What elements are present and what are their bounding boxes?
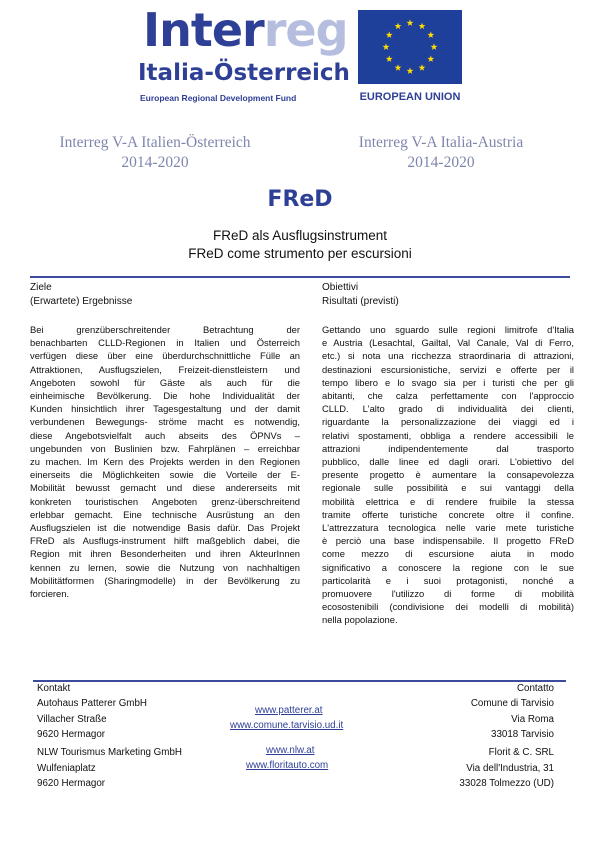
body-text-it <box>322 323 574 627</box>
link-nlw[interactable]: www.nlw.at <box>266 745 315 756</box>
eu-flag-icon <box>358 10 462 84</box>
logo-subtitle: Italia-Österreich <box>138 60 350 86</box>
contact-label-it: Contatto <box>516 683 554 694</box>
body-line: CLLD. L'alto grado di individualità dei clienti, <box>322 403 574 415</box>
org-street: Villacher Straße <box>37 713 107 725</box>
body-line: einerseits die Möglichkeiten sowie die Vorteile der E- <box>30 469 300 481</box>
body-line: ungebunden von Buslinien bzw. Fahrplänen – erreichbar <box>30 442 300 454</box>
org-name: Florit & C. SRL <box>488 747 554 758</box>
body-line: abitanti, che calza perfettamente con l'approccio <box>322 390 574 402</box>
link-patterer[interactable]: www.patterer.at <box>255 705 323 716</box>
contact-nlw <box>37 745 182 792</box>
body-line: etc.) si nota una ricchezza straordinaria di attrazioni, <box>322 350 574 362</box>
body-line: pubblico, dalle linee ed dagli orari. L'obiettivo del <box>322 456 574 468</box>
org-street: Wulfeniaplatz <box>37 762 96 774</box>
body-line: L'attrezzatura tecnologica nelle varie mete turistiche <box>322 522 574 534</box>
org-name: Comune di Tarvisio <box>470 698 554 709</box>
contact-label-de: Kontakt <box>37 683 71 694</box>
body-line: nella popolazione. <box>322 614 398 626</box>
program-title-it <box>316 133 566 173</box>
body-line: mobilità elettrica e di rendere fruibile la stessa <box>322 495 574 507</box>
body-line: relativi spostamenti, obbliga a rendere accessibili le <box>322 429 574 441</box>
link-floritauto[interactable]: www.floritauto.com <box>246 760 329 771</box>
footer-divider <box>33 680 566 682</box>
contact-florit <box>459 745 554 792</box>
body-line: zu machen. Im Kern des Projekts werden in den Regionen <box>30 456 300 468</box>
document-title: FReD <box>267 187 333 212</box>
body-line: Bei grenzüberschreitender Betrachtung der <box>30 324 300 335</box>
org-name: NLW Tourismus Marketing GmbH <box>37 747 182 758</box>
program-it-line2: 2014-2020 <box>407 154 475 171</box>
body-line: verbundenen Bewegungs- ströme macht es notwendig, <box>30 416 300 428</box>
org-name: Autohaus Patterer GmbH <box>37 698 147 709</box>
top-divider <box>30 276 570 278</box>
body-line: Ausflugszielen ist die notwendige Basis dafür. Das Projekt <box>30 522 300 534</box>
org-city: 33018 Tarvisio <box>491 729 554 740</box>
body-line: come mezzo di escursione aiuta in modo <box>322 548 574 560</box>
label-ziele: Ziele <box>30 282 52 293</box>
body-text-de <box>30 323 300 600</box>
body-line: e Austria (Lesachtal, Gailtal, Val Canale, Val di Ferro, <box>322 337 574 349</box>
eu-label: EUROPEAN UNION <box>359 91 461 103</box>
link-comune-tarvisio[interactable]: www.comune.tarvisio.ud.it <box>230 720 344 731</box>
body-line: particolarità e i suoi protagonisti, nonché a <box>322 574 574 586</box>
logo-word-part2: reg <box>263 3 348 57</box>
org-city: 9620 Hermagor <box>37 729 106 740</box>
body-line: significativo a conoscere la regione con le sue <box>322 561 574 573</box>
body-line: promuovere l'utilizzo di forme di mobilità <box>322 588 574 600</box>
body-line: kennen zu lernen, sowie die Nutzung von nachhaltigen <box>30 561 300 573</box>
body-line: einheimische Bevölkerung. Die hohe Individualität der <box>30 390 300 402</box>
body-line: konkreten touristischen Angeboten grenz-überschreitend <box>30 495 300 507</box>
body-line: tempo libero e lo svago sia per i turisti che per gli <box>322 376 574 388</box>
body-line: Gettando uno sguardo sulle regioni limitrofe d'Italia <box>322 324 574 335</box>
body-line: riguardante la personalizzazione dei viaggi ed i <box>322 416 574 428</box>
label-risultati: Risultati (previsti) <box>322 296 399 307</box>
body-line: tramite offerte turistiche concrete oltre il confine. <box>322 508 574 520</box>
contact-patterer <box>37 696 147 743</box>
program-title-de <box>30 133 280 173</box>
org-city: 33028 Tolmezzo (UD) <box>459 778 554 789</box>
body-line: forcieren. <box>30 588 70 600</box>
interreg-logo-wordmark <box>143 4 348 56</box>
label-ergebnisse: (Erwartete) Ergebnisse <box>30 296 133 307</box>
program-it-line1: Interreg V-A Italia-Austria <box>358 134 524 151</box>
body-line: Kunden hinsichtlich ihrer Tagesgestaltung und der damit <box>30 403 300 415</box>
body-line: FReD als Ausflugs-instrument hilft maßgeblich dabei, die <box>30 535 300 547</box>
body-line: diese Angebotsvielfalt auch abseits des ÖPNVs – <box>30 429 300 441</box>
program-de-line1: Interreg V-A Italien-Österreich <box>59 134 251 151</box>
subtitle-de: FReD als Ausflugsinstrument <box>212 228 388 243</box>
subtitle-it: FReD come strumento per escursioni <box>188 246 412 261</box>
body-line: Region mit ihren Besonderheiten und ihren AkteurInnen <box>30 548 300 560</box>
body-line: verfügen diese über eine überdurchschnittliche Fülle an <box>30 350 300 362</box>
body-line: regionale sulle possibilità e sui vantaggi della <box>322 482 574 494</box>
body-line: benachbarten CLLD-Regionen in Italien und Österreich <box>30 337 300 349</box>
contact-tarvisio <box>471 696 554 743</box>
body-line: erlebbar gemacht. Eine technische Ausrüstung an den <box>30 508 300 520</box>
body-line: destinazioni escursionistiche, servizi e offerte per il <box>322 363 574 375</box>
org-street: Via dell'Industria, 31 <box>466 762 554 774</box>
body-line: Mobilität bewusst gemacht und diese andererseits mit <box>30 482 300 494</box>
body-line: ecosostenibili (condivisione dei modelli di mobilità) <box>322 601 574 613</box>
body-line: è perciò una base indispensabile. Il progetto FReD <box>322 535 574 547</box>
body-line: presente progetto è aumentare la consapevolezza <box>322 469 574 481</box>
body-line: attrazioni indipendentemente dal trasporto <box>322 442 574 454</box>
body-line: Mobilitätformen (Sharingmodelle) in der Bevölkerung zu <box>30 574 300 586</box>
label-obiettivi: Obiettivi <box>322 282 359 293</box>
program-de-line2: 2014-2020 <box>121 154 189 171</box>
org-street: Via Roma <box>511 713 554 725</box>
logo-fund-label: European Regional Development Fund <box>140 93 297 103</box>
org-city: 9620 Hermagor <box>37 778 106 789</box>
body-line: Angeboten sowohl für Gäste als auch für die <box>30 376 300 388</box>
logo-word-part1: Inter <box>143 3 264 57</box>
body-line: Attraktionen, Ausflugszielen, Freizeit-dienstleistern und <box>30 363 300 375</box>
